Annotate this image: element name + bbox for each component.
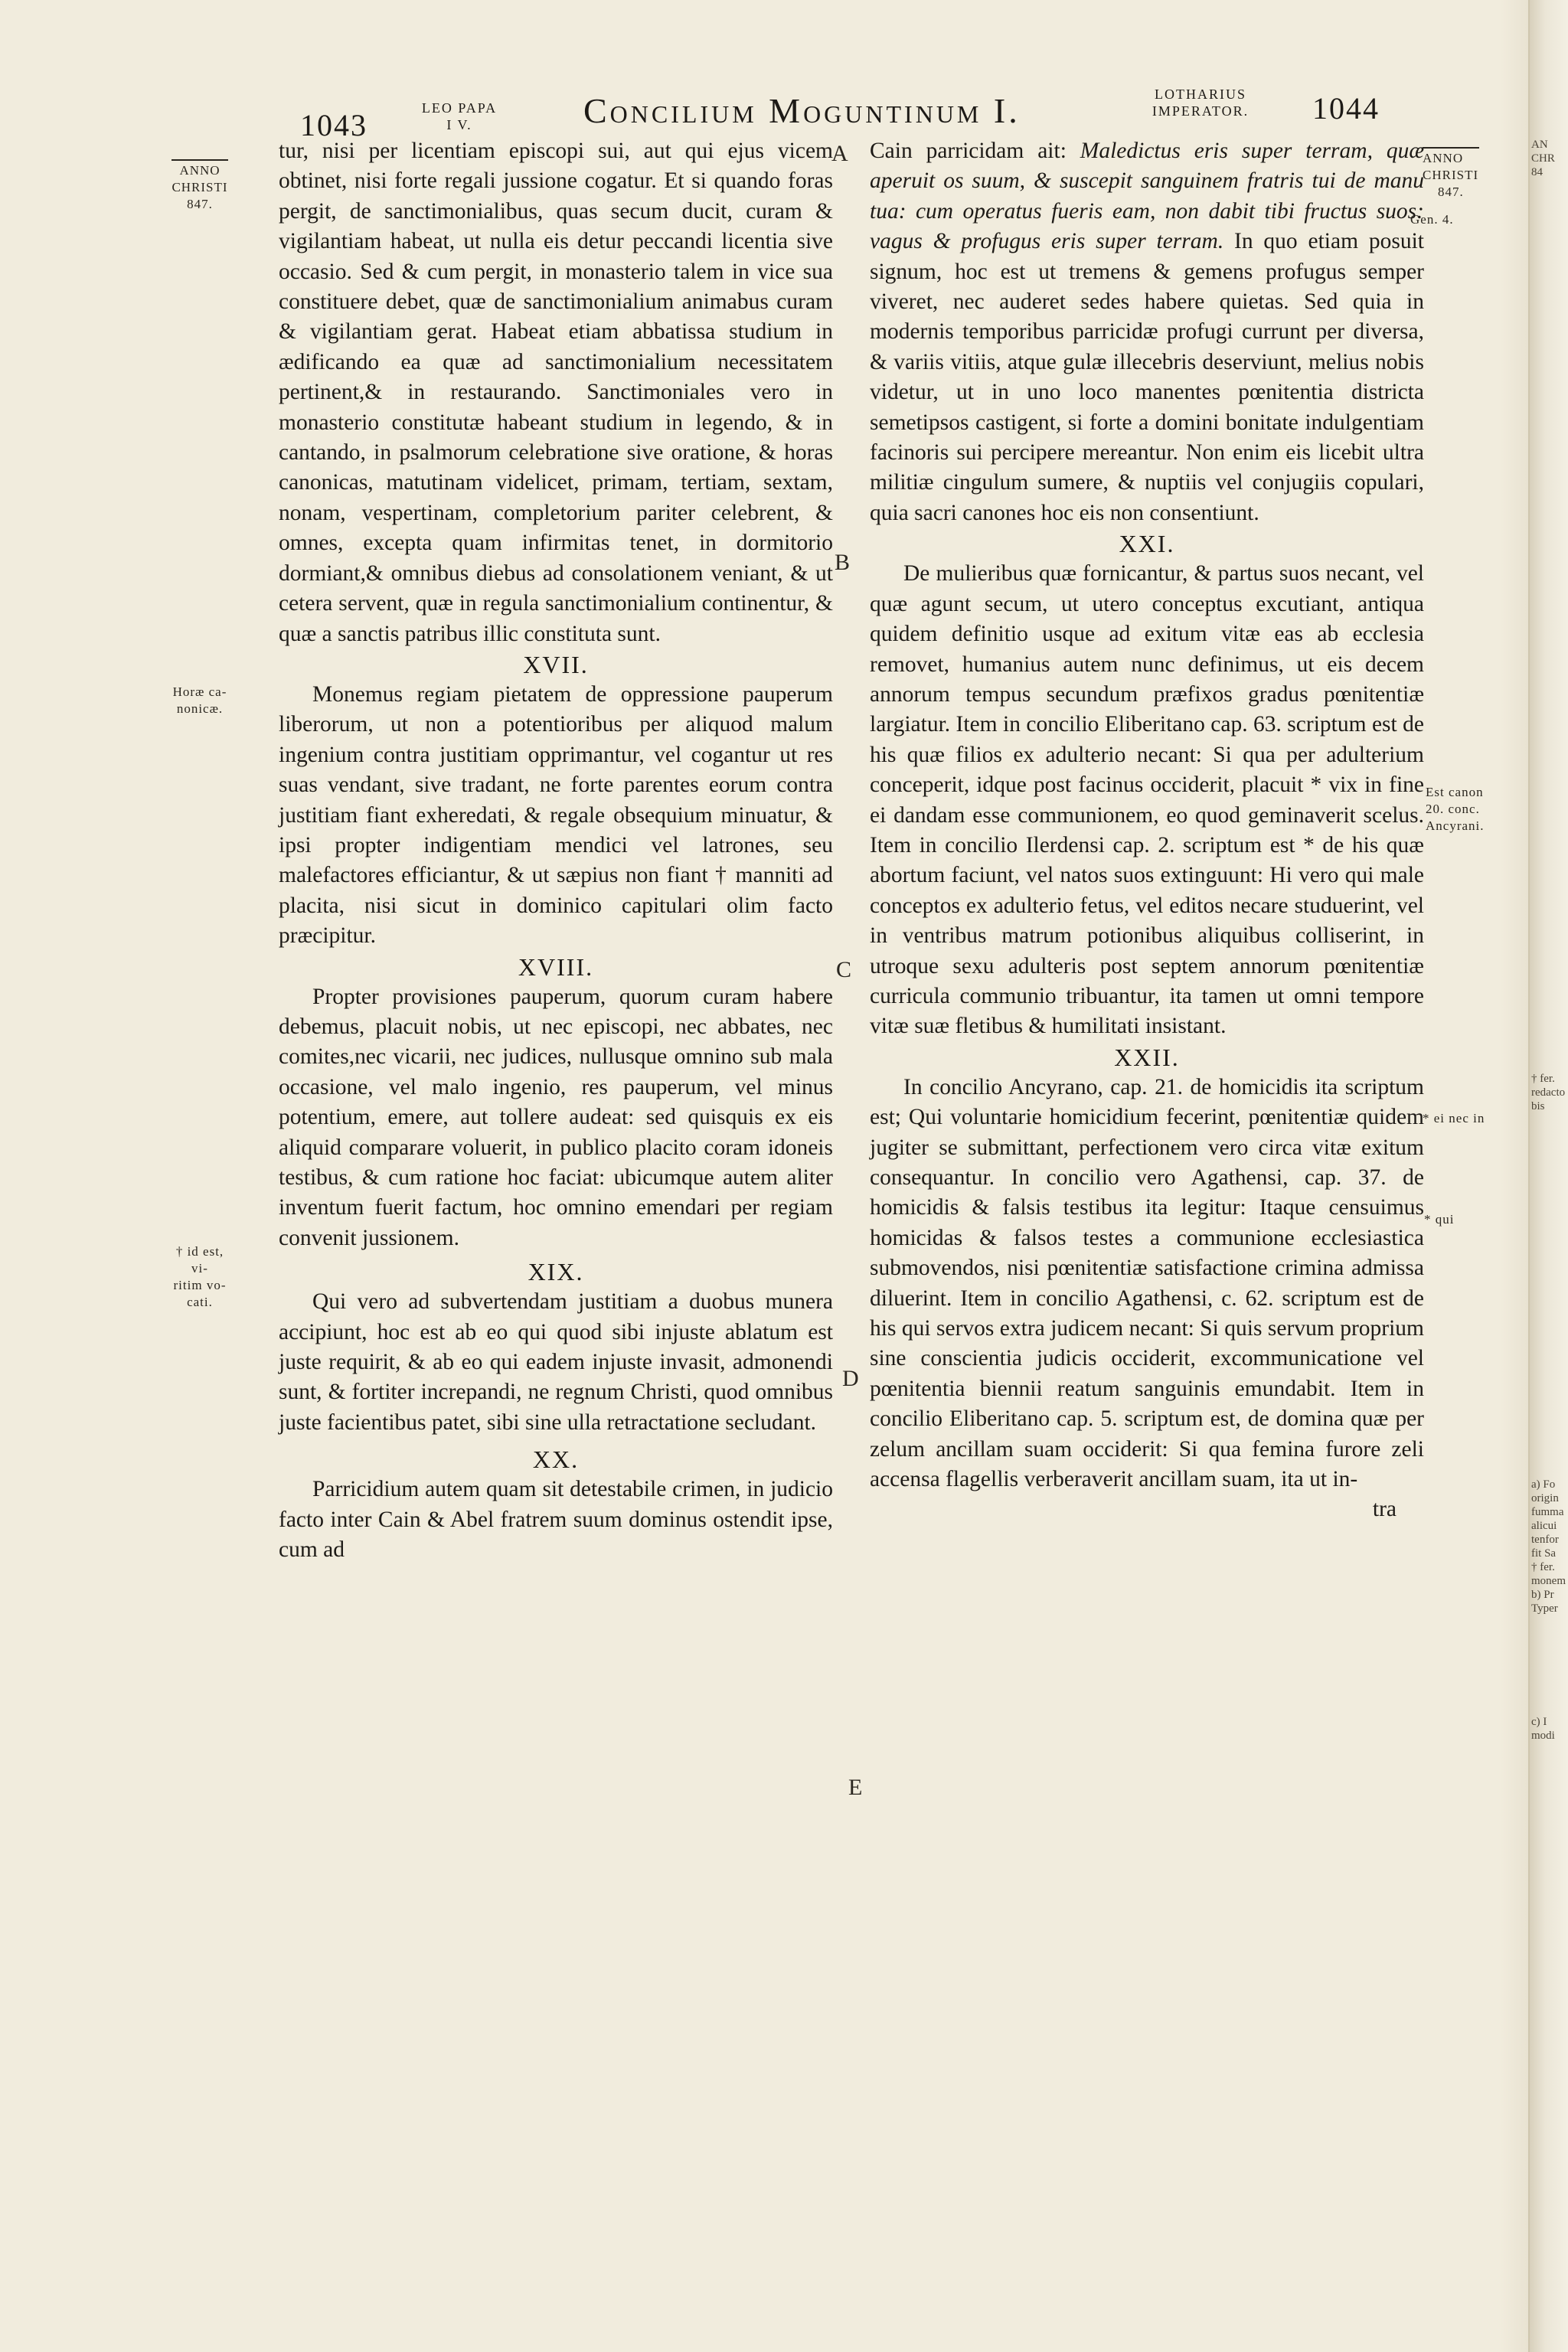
edge-fragment-top: AN CHR 84 (1531, 139, 1555, 178)
section-letter-d: D (842, 1366, 859, 1391)
margin-anno-christi-left (170, 159, 230, 213)
margin-note-ei-nec: * ei nec in (1423, 1111, 1485, 1125)
section-heading-xvii: XVII. (523, 650, 589, 678)
section-heading-xxii: XXII. (1114, 1043, 1180, 1071)
header-emperor-line2: IMPERATOR. (1152, 103, 1250, 119)
section-letter-b: B (835, 550, 851, 575)
page-number-left: 1043 (300, 108, 368, 142)
section-letter-a: A (831, 141, 848, 166)
margin-anno-label: ANNO (1423, 151, 1464, 165)
margin-note-gen: Gen. 4. (1410, 212, 1454, 227)
margin-christi-label: CHRISTI (172, 180, 228, 194)
running-title: Concilium Moguntinum I. (583, 91, 1021, 130)
margin-anno-christi-right (1423, 147, 1487, 201)
paragraph-20-continued (870, 136, 1424, 528)
catchword: tra (1372, 1497, 1396, 1522)
edge-fragment-low: a) Fo origin fumma alicui tenfor fit Sa † fer. monem b) Pr Typer (1531, 1478, 1566, 1615)
paragraph-21: De mulieribus quæ fornicantur, & partus suos necant, vel quæ agunt secum, ut utero conceptus excutiant, antiqua quidem definitio usque ad exitum vitæ eas ab ecclesia removet, humanius autem nunc definimus, ut eis decem annorum tempus secundum præfixos gradus pœnitentiæ largiatur. Item in concilio Eliberitano cap. 63. scriptum est de his quæ filios ex adulterio necant: Si qua per adulterium conceperit, idque post facinus occiderit, placuit * vix in fine ei dandam esse communionem, eo quod geminaverit scelus. Item in concilio Ilerdensi cap. 2. scriptum est * de his quæ abortum faciunt, vel natos suos extinguunt: Hi vero qui male conceptos ex adulterio fetus, vel editos necare studuerint, vel in ventribus matrum potionibus aliquibus colliserint, in utroque sexu adulteris post septem annorum pœnitentiæ curricula communio tribuantur, ita tamen ut omni tempore vitæ suæ fletibus & humilitati insistant. (870, 561, 1424, 1039)
header-pope (417, 100, 501, 133)
header-pope-line1: LEO PAPA (421, 100, 498, 116)
margin-note-manniti-line3: cati. (187, 1295, 213, 1309)
margin-anno-label: ANNO (179, 163, 220, 178)
section-heading-xxi: XXI. (1119, 530, 1175, 558)
margin-note-manniti (170, 1243, 230, 1311)
paragraph-20: Parricidium autem quam sit detestabile crimen, in judicio facto inter Cain & Abel fratrem suum dominus ostendit ipse, cum ad (279, 1477, 833, 1563)
left-column (279, 136, 833, 1565)
section-heading-xix: XIX. (528, 1258, 584, 1286)
section-letter-c: C (836, 957, 852, 982)
edge-fragment-bottom: c) I modi (1531, 1716, 1555, 1742)
margin-year: 847. (1438, 185, 1464, 199)
header-emperor (1132, 86, 1269, 119)
gutter-shadow (1501, 0, 1531, 2352)
margin-christi-label: CHRISTI (1423, 168, 1479, 182)
margin-rule (1423, 147, 1479, 149)
page-number-right: 1044 (1312, 91, 1380, 126)
margin-year: 847. (187, 197, 213, 211)
right-column (870, 136, 1424, 1525)
margin-note-est-line3: Ancyrani. (1426, 818, 1485, 833)
section-heading-xviii: XVIII. (518, 952, 594, 981)
margin-note-est-line1: Est canon (1426, 785, 1484, 799)
margin-note-manniti-line1: † id est, vi- (175, 1244, 224, 1276)
paragraph-20-rest: In quo etiam posuit signum, hoc est ut tremens & gemens profugus semper viveret, nec auderet sedes habere quietas. Sed quia in modernis temporibus parricidæ profugi currunt per diversa, & variis vitiis, atque gulæ illecebris deserviunt, melius nobis videtur, ut in uno loco manentes pœnitentia districta semetipsos castigent, si forte a domini bonitate indulgentiam facinoris sui percipere mereantur. Non enim eis licebit ultra militiæ cingulum sumere, & nuptiis vel conjugiis copulari, quia sacri canones hoc eis non consentiunt. (870, 229, 1424, 525)
margin-note-horae-line2: nonicæ. (176, 701, 224, 716)
paragraph-20-lead: Cain parricidam ait: (870, 139, 1067, 163)
margin-note-manniti-line2: ritim vo- (173, 1278, 227, 1292)
header-pope-line2: I V. (446, 117, 472, 132)
header-emperor-line1: LOTHARIUS (1155, 87, 1246, 102)
margin-note-horae-line1: Horæ ca- (172, 684, 227, 699)
section-letter-e: E (848, 1775, 863, 1800)
margin-note-qui: * qui (1424, 1212, 1455, 1227)
section-heading-xx: XX. (532, 1446, 580, 1474)
margin-note-horae (170, 684, 230, 717)
margin-rule (172, 159, 228, 161)
margin-note-est-canon (1426, 784, 1490, 835)
paragraph-16-continued: tur, nisi per licentiam episcopi sui, aut qui ejus vicem obtinet, nisi forte regali jussione cogatur. Et si quando foras pergit, de sanctimonialibus, quas secum ducit, curam & vigilantiam habeat, ut nulla eis detur peccandi licentia sive occasio. Sed & cum pergit, in monasterio talem in vice sua constituere debet, quæ de sanctimonialium animabus curam & vigilantiam gerat. Habeat etiam abbatissa studium in ædificando ea quæ ad sanctimonialium necessitatem pertinent,& in restaurando. Sanctimoniales vero in monasterio constitutæ habeant studium in legendo, & in cantando, in psalmorum celebratione sive oratione, & horas canonicas, matutinam videlicet, primam, tertiam, sextam, nonam, vespertinam, completorium pariter celebrent, & omnes, excepta quam infirmitas tenet, in dormitorio dormiant,& omnibus diebus ad consolationem veniant, & ut cetera servent, quæ in regula sanctimonialium continentur, & quæ a sanctis patribus illic constituta sunt. (279, 139, 833, 646)
margin-note-est-line2: 20. conc. (1426, 802, 1480, 816)
edge-fragment-mid: † fer. redacto bis (1531, 1073, 1566, 1112)
paragraph-19: Qui vero ad subvertendam justitiam a duobus munera accipiunt, hoc est ab eo qui quod sibi injuste ablatum est juste requirit, & ab eo qui eadem injuste invasit, admonendi sunt, & fortiter increpandi, ne regnum Christi, quod omnibus juste facientibus patet, sibi sine ulla retractatione secludant. (279, 1289, 833, 1435)
paragraph-22: In concilio Ancyrano, cap. 21. de homicidis ita scriptum est; Qui voluntarie homicidium fecerint, pœnitentiæ quidem jugiter se submittant, perfectionem vero circa vitæ exitum consequantur. In concilio vero Agathensi, cap. 37. de homicidis & falsis testibus ita legitur: Itaque censuimus homicidas & falsos testes a communione ecclesiastica submovendos, nisi pœnitentiæ satisfactione crimina admissa diluerint. Item in concilio Agathensi, c. 62. scriptum est de his qui servos extra judicem necant: Si quis servum proprium sine conscientia judicis occiderit, excommunicatione vel pœnitentia biennii reatum sanguinis emundabit. Item in concilio Eliberitano cap. 5. scriptum est, de domina quæ per zelum ancillam suam occiderit: Si qua femina furore zeli accensa flagellis verberaverit ancillam suam, ita ut in- (870, 1074, 1424, 1492)
paragraph-18: Propter provisiones pauperum, quorum curam habere debemus, placuit nobis, ut nec episcopi, nec abbates, nec comites,nec vicarii, nec judices, nullusque omnino sub mala occasione, vel malo ingenio, res pauperum, vel minus potentium, emere, aut tollere audeat: sed quisquis ex eis aliquid comparare voluerit, in publico placito coram idoneis testibus, & cum ratione hoc faciat: ubicumque autem aliter inventum fuerit factum, hoc omnino emendari per regiam convenit jussionem. (279, 984, 833, 1250)
adjacent-page-edge (1528, 0, 1568, 2352)
paragraph-17: Monemus regiam pietatem de oppressione pauperum liberorum, ut non a potentioribus per aliquod malum ingenium contra justitiam opprimantur, vel cogantur ut res suas vendant, sive tradant, ne forte parentes eorum contra justitiam fiant exheredati, & regale obsequium minuatur, & ipsi propter indigentiam mendici vel latrones, seu malefactores efficiantur, & ut sæpius non fiant † manniti ad placita, nisi sicut in dominico capitulari olim facto præcipitur. (279, 681, 833, 949)
scripture-quote: Maledictus eris super terram, quæ aperuit os suum, & suscepit sanguinem fratris tui de manu tua: cum operatus fueris eam, non dabit tibi fructus suos: vagus & profugus eris super terram. (870, 139, 1424, 254)
